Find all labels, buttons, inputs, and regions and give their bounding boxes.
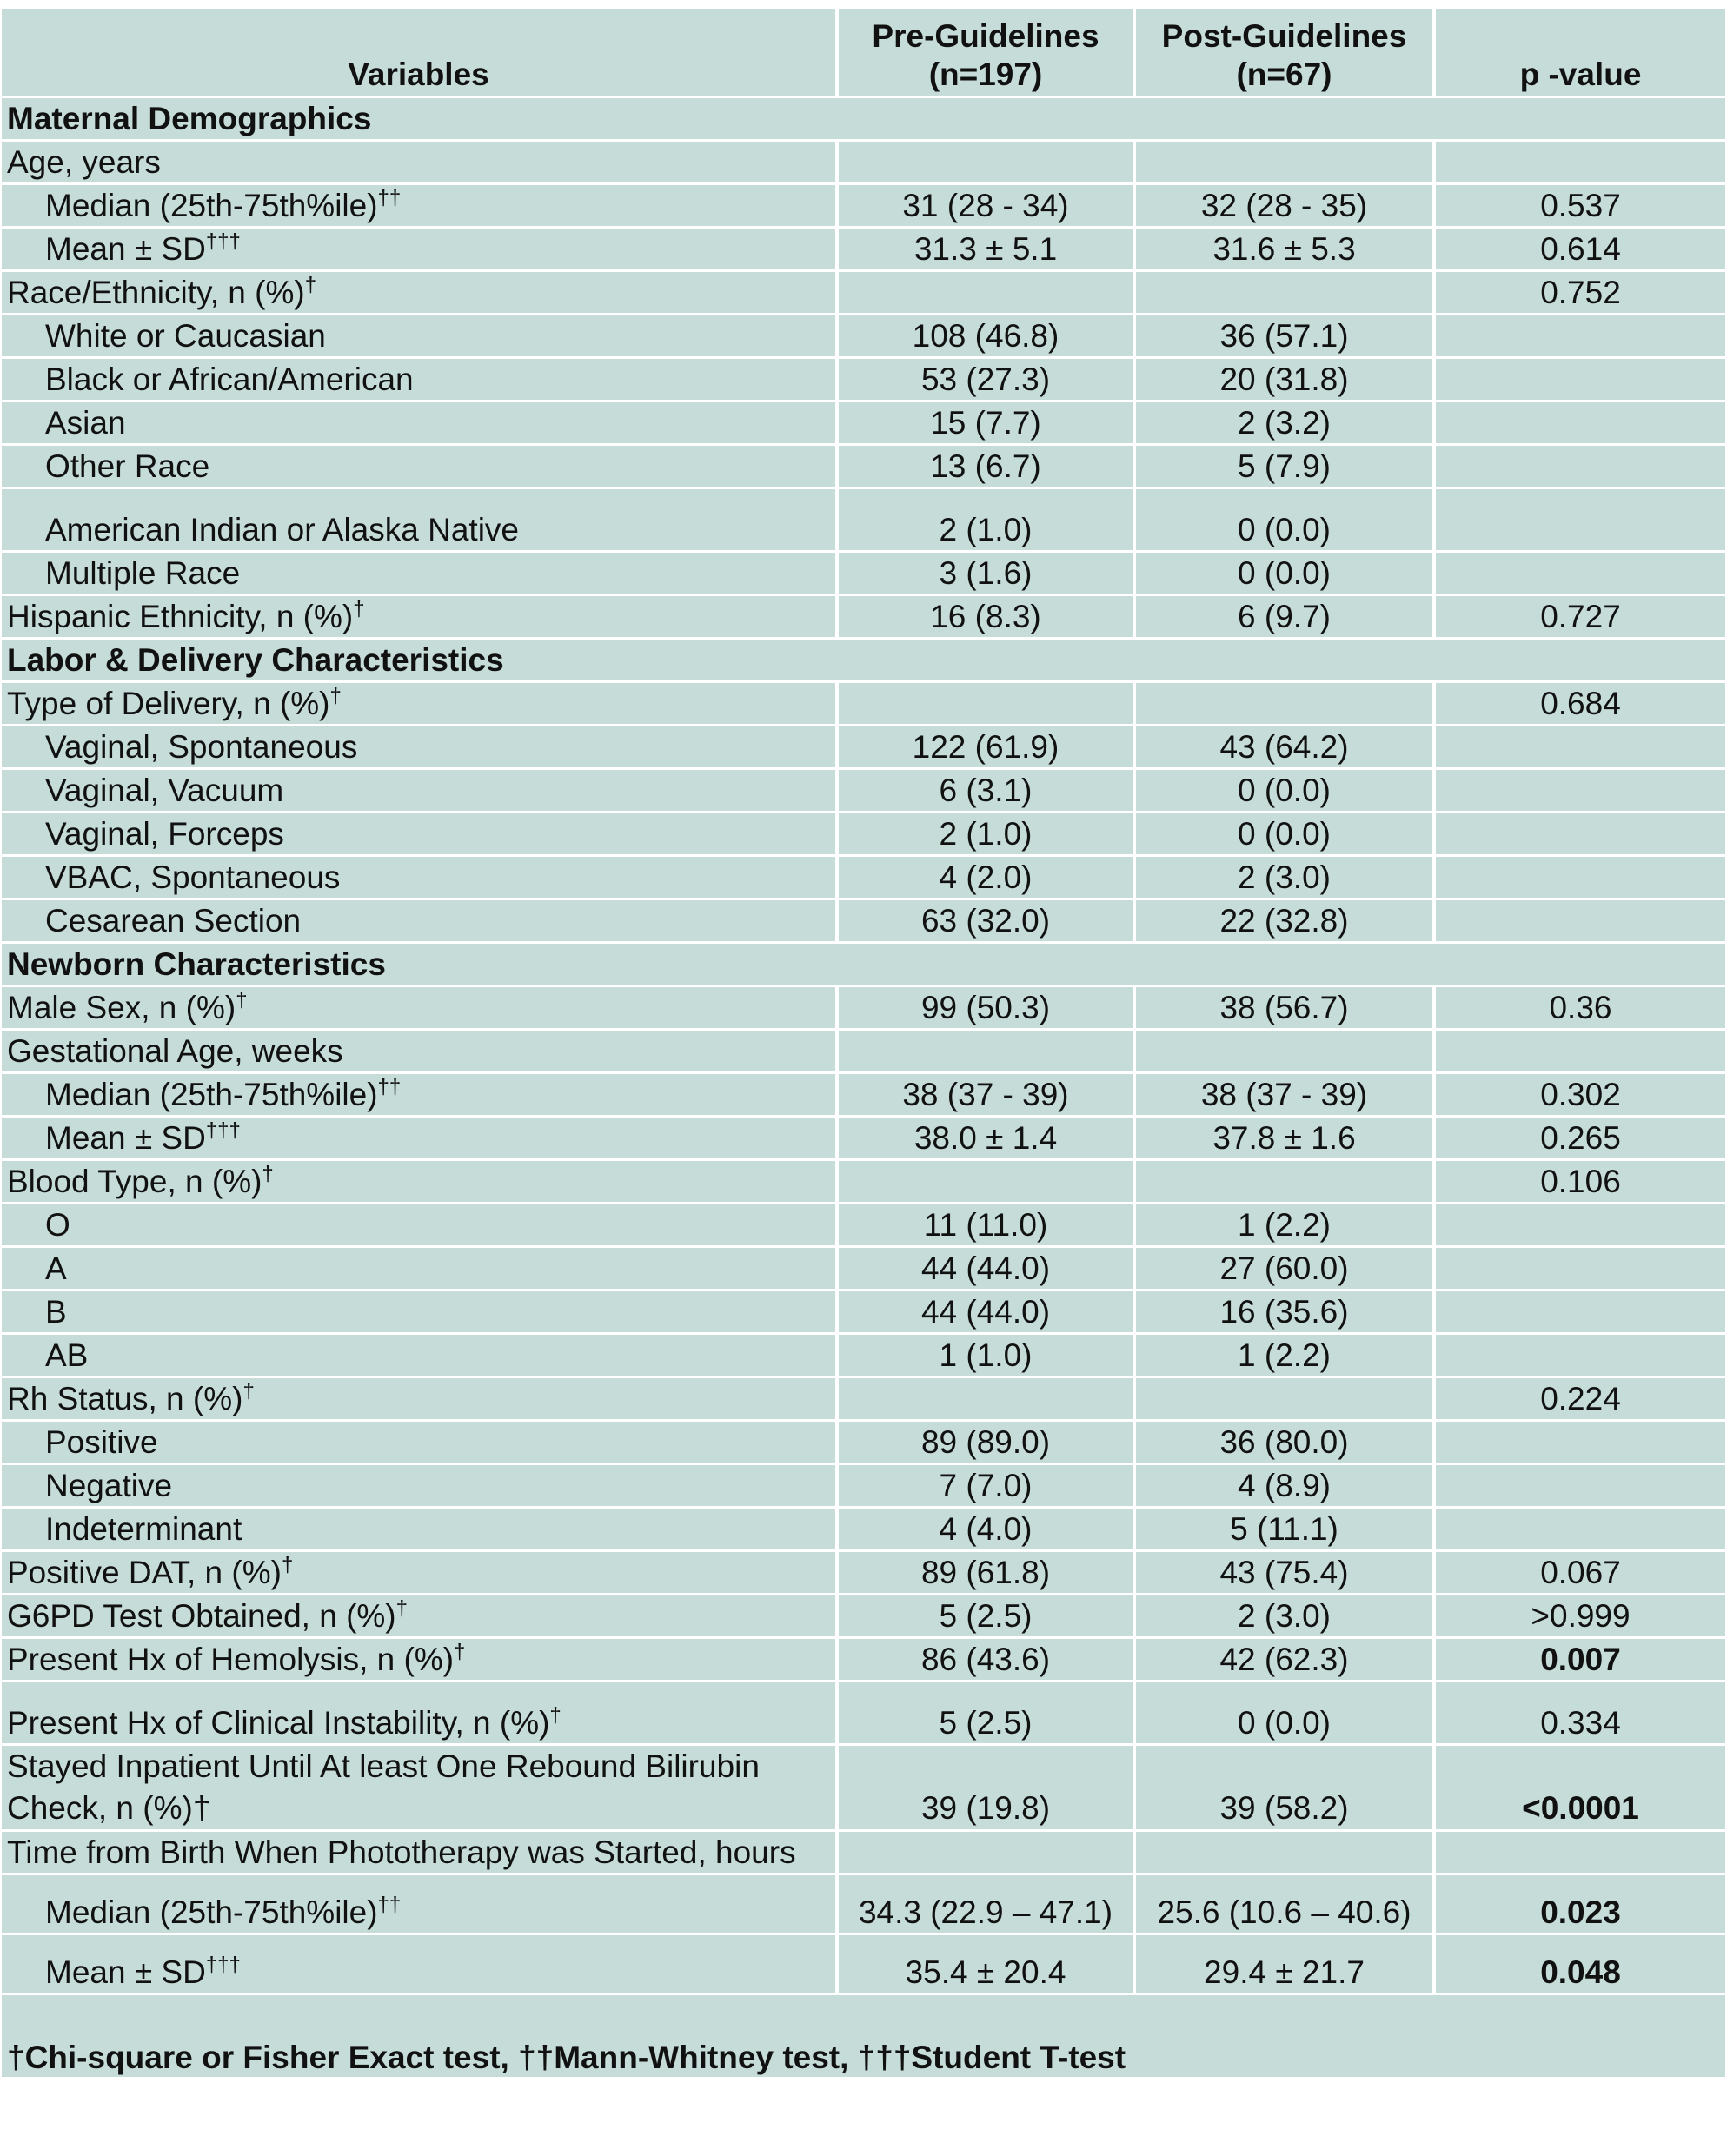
table-row <box>2 857 1725 900</box>
table-row <box>2 553 1725 596</box>
label-text: Multiple Race <box>45 555 241 591</box>
variable-label <box>2 1639 839 1682</box>
table-row <box>2 1378 1725 1422</box>
pre-guidelines-value: 35.4 ± 20.4 <box>839 1935 1136 1995</box>
pre-guidelines-value: 39 (19.8) <box>839 1746 1136 1832</box>
table-row <box>2 1031 1725 1074</box>
table-row <box>2 229 1725 272</box>
pre-guidelines-value: 13 (6.7) <box>839 446 1136 489</box>
label-text: AB <box>45 1337 89 1373</box>
post-guidelines-value <box>1136 272 1436 315</box>
p-value <box>1436 315 1725 359</box>
label-text: VBAC, Spontaneous <box>45 859 341 895</box>
table-row <box>2 1875 1725 1935</box>
variable-label <box>2 1291 839 1335</box>
variable-label <box>2 813 839 857</box>
variable-label <box>2 1746 839 1832</box>
p-value: 0.265 <box>1436 1118 1725 1161</box>
footnote-marker: † <box>281 1553 294 1577</box>
table-row <box>2 315 1725 359</box>
footnote-marker: †† <box>377 1075 402 1099</box>
pre-guidelines-value <box>839 1031 1136 1074</box>
table-row <box>2 770 1725 813</box>
section-title: Labor & Delivery Characteristics <box>2 640 1725 683</box>
variable-label <box>2 1074 839 1118</box>
post-guidelines-value: 16 (35.6) <box>1136 1291 1436 1335</box>
label-text: G6PD Test Obtained, n (%) <box>7 1598 396 1634</box>
footnote-marker: † <box>353 597 365 621</box>
p-value: 0.36 <box>1436 987 1725 1031</box>
pre-guidelines-value: 108 (46.8) <box>839 315 1136 359</box>
p-value: 0.752 <box>1436 272 1725 315</box>
data-table <box>2 9 1725 2077</box>
label-text: Present Hx of Hemolysis, n (%) <box>7 1642 455 1677</box>
variable-label <box>2 1161 839 1204</box>
variable-label <box>2 726 839 770</box>
pre-guidelines-value: 63 (32.0) <box>839 900 1136 944</box>
variable-label <box>2 770 839 813</box>
header-row <box>2 9 1725 98</box>
label-text: Male Sex, n (%) <box>7 990 236 1025</box>
p-value <box>1436 813 1725 857</box>
variable-label <box>2 1832 839 1875</box>
table-row <box>2 1639 1725 1682</box>
post-guidelines-value: 6 (9.7) <box>1136 596 1436 640</box>
post-guidelines-value: 0 (0.0) <box>1136 770 1436 813</box>
table-row <box>2 726 1725 770</box>
p-value <box>1436 553 1725 596</box>
variable-label <box>2 315 839 359</box>
variable-label <box>2 402 839 446</box>
pre-guidelines-value: 31 (28 - 34) <box>839 185 1136 229</box>
section-title: Newborn Characteristics <box>2 944 1725 987</box>
footnote-marker: † <box>395 1596 408 1621</box>
p-value: 0.614 <box>1436 229 1725 272</box>
variable-label <box>2 1378 839 1422</box>
p-value: 0.106 <box>1436 1161 1725 1204</box>
label-text: Hispanic Ethnicity, n (%) <box>7 599 354 634</box>
pre-guidelines-value <box>839 142 1136 185</box>
pre-guidelines-value <box>839 1161 1136 1204</box>
footnote-marker: ††† <box>205 1953 241 1977</box>
variable-label <box>2 1509 839 1552</box>
p-value <box>1436 489 1725 553</box>
post-guidelines-value: 2 (3.0) <box>1136 857 1436 900</box>
p-value: 0.334 <box>1436 1682 1725 1746</box>
pre-guidelines-value: 53 (27.3) <box>839 359 1136 402</box>
table-row <box>2 142 1725 185</box>
post-guidelines-value: 0 (0.0) <box>1136 813 1436 857</box>
label-text: American Indian or Alaska Native <box>45 512 519 547</box>
p-value <box>1436 1335 1725 1378</box>
footnote-marker: † <box>262 1162 274 1186</box>
label-text: O <box>45 1207 70 1243</box>
footnote-marker: † <box>549 1703 561 1728</box>
table-row <box>2 1509 1725 1552</box>
p-value: 0.727 <box>1436 596 1725 640</box>
table-row <box>2 1335 1725 1378</box>
variable-label <box>2 185 839 229</box>
footnote-marker: †† <box>377 1893 402 1917</box>
post-guidelines-value <box>1136 1832 1436 1875</box>
pre-guidelines-value: 31.3 ± 5.1 <box>839 229 1136 272</box>
p-value <box>1436 402 1725 446</box>
post-guidelines-value: 32 (28 - 35) <box>1136 185 1436 229</box>
p-value: 0.048 <box>1436 1935 1725 1995</box>
pre-guidelines-value: 4 (4.0) <box>839 1509 1136 1552</box>
table-row <box>2 1118 1725 1161</box>
table-row <box>2 987 1725 1031</box>
pre-guidelines-value: 7 (7.0) <box>839 1465 1136 1509</box>
table-row <box>2 1204 1725 1248</box>
pre-guidelines-value <box>839 1832 1136 1875</box>
pre-guidelines-value: 11 (11.0) <box>839 1204 1136 1248</box>
pre-guidelines-value: 89 (61.8) <box>839 1552 1136 1595</box>
label-text: Gestational Age, weeks <box>7 1033 343 1069</box>
footnote-marker: ††† <box>205 1118 241 1143</box>
post-guidelines-value: 5 (11.1) <box>1136 1509 1436 1552</box>
p-value: 0.684 <box>1436 683 1725 726</box>
header-pre-guidelines: Pre-Guidelines (n=197) <box>839 9 1136 98</box>
post-guidelines-value: 43 (75.4) <box>1136 1552 1436 1595</box>
label-text: A <box>45 1250 67 1286</box>
variable-label <box>2 900 839 944</box>
table-row <box>2 900 1725 944</box>
p-value: 0.023 <box>1436 1875 1725 1935</box>
header-post-guidelines: Post-Guidelines (n=67) <box>1136 9 1436 98</box>
label-text: Asian <box>45 405 126 441</box>
variable-label <box>2 1031 839 1074</box>
table-row <box>2 1422 1725 1465</box>
variable-label <box>2 446 839 489</box>
label-text: Blood Type, n (%) <box>7 1164 262 1199</box>
label-text: Rh Status, n (%) <box>7 1381 243 1416</box>
p-value: 0.302 <box>1436 1074 1725 1118</box>
variable-label <box>2 272 839 315</box>
post-guidelines-value <box>1136 142 1436 185</box>
table-row <box>2 185 1725 229</box>
variable-label <box>2 1118 839 1161</box>
footnote-marker: † <box>329 684 342 708</box>
post-guidelines-value: 4 (8.9) <box>1136 1465 1436 1509</box>
variable-label <box>2 857 839 900</box>
footnote-marker: † <box>242 1379 255 1403</box>
post-guidelines-value: 2 (3.2) <box>1136 402 1436 446</box>
post-guidelines-value: 22 (32.8) <box>1136 900 1436 944</box>
pre-guidelines-value: 86 (43.6) <box>839 1639 1136 1682</box>
label-text: Time from Birth When Phototherapy was Started, hours <box>7 1834 796 1870</box>
label-text: Median (25th-75th%ile) <box>45 1894 378 1930</box>
table-row <box>2 272 1725 315</box>
pre-guidelines-value: 6 (3.1) <box>839 770 1136 813</box>
table-row <box>2 402 1725 446</box>
post-guidelines-value: 0 (0.0) <box>1136 553 1436 596</box>
table-row <box>2 1074 1725 1118</box>
pre-guidelines-value: 34.3 (22.9 – 47.1) <box>839 1875 1136 1935</box>
post-guidelines-value: 36 (80.0) <box>1136 1422 1436 1465</box>
section-row <box>2 98 1725 142</box>
variable-label <box>2 596 839 640</box>
post-guidelines-value <box>1136 1161 1436 1204</box>
label-text: Mean ± SD <box>45 231 206 267</box>
post-guidelines-value: 1 (2.2) <box>1136 1335 1436 1378</box>
table-row <box>2 683 1725 726</box>
post-guidelines-value: 37.8 ± 1.6 <box>1136 1118 1436 1161</box>
table-row <box>2 1935 1725 1995</box>
table-row <box>2 1832 1725 1875</box>
post-guidelines-value: 38 (37 - 39) <box>1136 1074 1436 1118</box>
header-p-value: p -value <box>1436 9 1725 98</box>
footnote-marker: †† <box>377 186 402 210</box>
section-title: Maternal Demographics <box>2 98 1725 142</box>
table-row <box>2 596 1725 640</box>
label-text: Type of Delivery, n (%) <box>7 686 330 721</box>
variable-label <box>2 553 839 596</box>
pre-guidelines-value: 89 (89.0) <box>839 1422 1136 1465</box>
table-row <box>2 446 1725 489</box>
post-guidelines-value: 0 (0.0) <box>1136 489 1436 553</box>
table-row <box>2 489 1725 553</box>
variable-label <box>2 1875 839 1935</box>
pre-guidelines-value: 2 (1.0) <box>839 813 1136 857</box>
p-value <box>1436 1832 1725 1875</box>
post-guidelines-value: 39 (58.2) <box>1136 1746 1436 1832</box>
post-guidelines-value: 43 (64.2) <box>1136 726 1436 770</box>
variable-label <box>2 1465 839 1509</box>
pre-guidelines-value: 2 (1.0) <box>839 489 1136 553</box>
p-value: 0.067 <box>1436 1552 1725 1595</box>
table-row <box>2 359 1725 402</box>
pre-guidelines-value: 38.0 ± 1.4 <box>839 1118 1136 1161</box>
p-value: 0.537 <box>1436 185 1725 229</box>
p-value <box>1436 726 1725 770</box>
pre-guidelines-value: 16 (8.3) <box>839 596 1136 640</box>
table-row <box>2 1291 1725 1335</box>
variable-label <box>2 1552 839 1595</box>
post-guidelines-value: 42 (62.3) <box>1136 1639 1436 1682</box>
p-value <box>1436 857 1725 900</box>
pre-guidelines-value: 5 (2.5) <box>839 1595 1136 1639</box>
pre-guidelines-value: 4 (2.0) <box>839 857 1136 900</box>
p-value <box>1436 446 1725 489</box>
pre-guidelines-value: 15 (7.7) <box>839 402 1136 446</box>
variable-label <box>2 1935 839 1995</box>
pre-guidelines-value: 5 (2.5) <box>839 1682 1136 1746</box>
label-text: Age, years <box>7 144 161 180</box>
label-text: Black or African/American <box>45 362 414 397</box>
label-text: Mean ± SD <box>45 1954 206 1990</box>
post-guidelines-value: 20 (31.8) <box>1136 359 1436 402</box>
label-text: Race/Ethnicity, n (%) <box>7 275 305 310</box>
p-value: 0.224 <box>1436 1378 1725 1422</box>
p-value <box>1436 1465 1725 1509</box>
label-text: Mean ± SD <box>45 1120 206 1156</box>
pre-guidelines-value <box>839 683 1136 726</box>
label-text: Present Hx of Clinical Instability, n (%) <box>7 1705 550 1741</box>
variable-label <box>2 1335 839 1378</box>
pre-guidelines-value: 1 (1.0) <box>839 1335 1136 1378</box>
label-text: Positive DAT, n (%) <box>7 1555 282 1590</box>
pre-guidelines-value: 122 (61.9) <box>839 726 1136 770</box>
table-row <box>2 1248 1725 1291</box>
post-guidelines-value: 27 (60.0) <box>1136 1248 1436 1291</box>
p-value <box>1436 1509 1725 1552</box>
p-value <box>1436 359 1725 402</box>
variable-label <box>2 229 839 272</box>
post-guidelines-value: 31.6 ± 5.3 <box>1136 229 1436 272</box>
table-row <box>2 1161 1725 1204</box>
label-text: Vaginal, Spontaneous <box>45 729 358 765</box>
table-row <box>2 1552 1725 1595</box>
pre-guidelines-value: 99 (50.3) <box>839 987 1136 1031</box>
footnote-marker: † <box>454 1640 466 1664</box>
post-guidelines-value: 36 (57.1) <box>1136 315 1436 359</box>
pre-guidelines-value: 38 (37 - 39) <box>839 1074 1136 1118</box>
post-guidelines-value: 29.4 ± 21.7 <box>1136 1935 1436 1995</box>
label-text: Positive <box>45 1424 158 1460</box>
post-guidelines-value: 0 (0.0) <box>1136 1682 1436 1746</box>
pre-guidelines-value: 44 (44.0) <box>839 1291 1136 1335</box>
table-row <box>2 1465 1725 1509</box>
post-guidelines-value <box>1136 1378 1436 1422</box>
p-value <box>1436 1031 1725 1074</box>
variable-label <box>2 1595 839 1639</box>
post-guidelines-value: 5 (7.9) <box>1136 446 1436 489</box>
p-value <box>1436 900 1725 944</box>
variable-label <box>2 987 839 1031</box>
post-guidelines-value <box>1136 1031 1436 1074</box>
variable-label <box>2 489 839 553</box>
variable-label <box>2 142 839 185</box>
variable-label <box>2 359 839 402</box>
p-value <box>1436 142 1725 185</box>
footnote-marker: † <box>236 988 248 1012</box>
table-row <box>2 813 1725 857</box>
p-value <box>1436 1204 1725 1248</box>
post-guidelines-value: 1 (2.2) <box>1136 1204 1436 1248</box>
p-value <box>1436 1248 1725 1291</box>
variable-label <box>2 1682 839 1746</box>
label-text: Negative <box>45 1468 173 1503</box>
label-text: B <box>45 1294 67 1330</box>
footnote-marker: † <box>304 273 317 297</box>
table-row <box>2 1746 1725 1832</box>
label-text: Cesarean Section <box>45 903 302 939</box>
header-variables: Variables <box>2 9 839 98</box>
variable-label <box>2 1204 839 1248</box>
table-row <box>2 1682 1725 1746</box>
variable-label <box>2 683 839 726</box>
label-text: Median (25th-75th%ile) <box>45 1077 378 1112</box>
post-guidelines-value <box>1136 683 1436 726</box>
post-guidelines-value: 38 (56.7) <box>1136 987 1436 1031</box>
footnote: †Chi-square or Fisher Exact test, ††Mann-Whitney test, †††Student T-test <box>2 1995 1725 2077</box>
p-value: <0.0001 <box>1436 1746 1725 1832</box>
p-value <box>1436 1291 1725 1335</box>
pre-guidelines-value <box>839 272 1136 315</box>
p-value: >0.999 <box>1436 1595 1725 1639</box>
pre-guidelines-value: 44 (44.0) <box>839 1248 1136 1291</box>
footnote-marker: ††† <box>205 229 241 254</box>
pre-guidelines-value: 3 (1.6) <box>839 553 1136 596</box>
variable-label <box>2 1422 839 1465</box>
section-row <box>2 640 1725 683</box>
section-row <box>2 944 1725 987</box>
label-text: Vaginal, Vacuum <box>45 773 284 808</box>
label-text: Vaginal, Forceps <box>45 816 284 852</box>
label-text: Indeterminant <box>45 1511 242 1547</box>
label-text: Stayed Inpatient Until At least One Rebound Bilirubin Check, n (%)† <box>7 1748 760 1826</box>
p-value: 0.007 <box>1436 1639 1725 1682</box>
pre-guidelines-value <box>839 1378 1136 1422</box>
label-text: Median (25th-75th%ile) <box>45 188 378 223</box>
footnote-row <box>2 1995 1725 2077</box>
post-guidelines-value: 2 (3.0) <box>1136 1595 1436 1639</box>
post-guidelines-value: 25.6 (10.6 – 40.6) <box>1136 1875 1436 1935</box>
label-text: Other Race <box>45 448 210 484</box>
p-value <box>1436 770 1725 813</box>
table-row <box>2 1595 1725 1639</box>
label-text: White or Caucasian <box>45 318 326 354</box>
p-value <box>1436 1422 1725 1465</box>
variable-label <box>2 1248 839 1291</box>
